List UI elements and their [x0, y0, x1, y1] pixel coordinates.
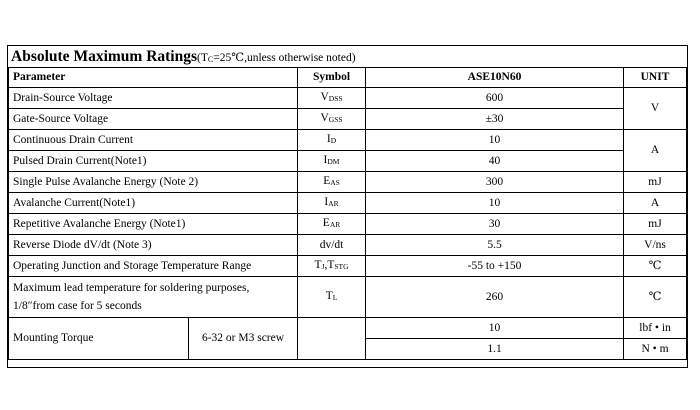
parameter-cell: Mounting Torque	[9, 318, 189, 360]
table-row	[9, 88, 687, 109]
parameter-cell: Reverse Diode dV/dt (Note 3)	[9, 235, 298, 256]
table-row	[9, 130, 687, 151]
table-row	[9, 277, 687, 318]
parameter-cell: Operating Junction and Storage Temperature Range	[9, 256, 298, 277]
value-cell: 5.5	[366, 235, 624, 256]
symbol-cell	[298, 318, 366, 360]
symbol-cell: $E_{AS}$	[298, 172, 366, 193]
ratings-grid	[8, 67, 687, 360]
parameter-cell: Single Pulse Avalanche Energy (Note 2)	[9, 172, 298, 193]
value-cell: 260	[366, 277, 624, 318]
value-cell: 10	[366, 193, 624, 214]
unit-cell: mJ	[624, 172, 687, 193]
header-symbol: Symbol	[298, 68, 366, 88]
table-row	[9, 235, 687, 256]
symbol-cell: $V_{DSS}$	[298, 88, 366, 109]
value-cell: 300	[366, 172, 624, 193]
parameter-cell: Avalanche Current(Note1)	[9, 193, 298, 214]
table-conditions: ($T_C=25℃,unless$ otherwise noted)	[197, 52, 356, 64]
table-row	[9, 214, 687, 235]
unit-cell: A	[624, 193, 687, 214]
parameter-cell: Continuous Drain Current	[9, 130, 298, 151]
unit-cell: ℃	[624, 277, 687, 318]
value-cell: 600	[366, 88, 624, 109]
header-parameter: Parameter	[9, 68, 298, 88]
symbol-cell: $I_{DM}$	[298, 151, 366, 172]
unit-cell: A	[624, 130, 687, 172]
unit-cell: V/ns	[624, 235, 687, 256]
symbol-cell: dv/dt	[298, 235, 366, 256]
parameter-cell: Pulsed Drain Current(Note1)	[9, 151, 298, 172]
table-row	[9, 193, 687, 214]
parameter-cell: Gate-Source Voltage	[9, 109, 298, 130]
symbol-cell: $V_{GSS}$	[298, 109, 366, 130]
value-cell: -55 to +150	[366, 256, 624, 277]
header-row	[9, 68, 687, 88]
value-cell: ±30	[366, 109, 624, 130]
symbol-cell: $T_L$	[298, 277, 366, 318]
parameter-cell: Maximum lead temperature for soldering purposes, 1/8″from case for 5 seconds	[9, 277, 298, 318]
table-row	[9, 109, 687, 130]
table-title: Absolute Maximum Ratings	[11, 48, 198, 65]
parameter-cell: Repetitive Avalanche Energy (Note1)	[9, 214, 298, 235]
unit-cell: ℃	[624, 256, 687, 277]
table-title-row	[8, 46, 687, 68]
table-row	[9, 172, 687, 193]
unit-cell: V	[624, 88, 687, 130]
symbol-cell: $I_D$	[298, 130, 366, 151]
unit-cell: lbf • in	[624, 318, 687, 339]
value-cell: 40	[366, 151, 624, 172]
table-row	[9, 151, 687, 172]
absolute-maximum-ratings-table	[7, 45, 688, 368]
header-unit: UNIT	[624, 68, 687, 88]
symbol-cell: $I_{AR}$	[298, 193, 366, 214]
value-cell: 30	[366, 214, 624, 235]
condition-cell: 6-32 or M3 screw	[189, 318, 298, 360]
symbol-cell: $T_J,T_{STG}$	[298, 256, 366, 277]
table-row	[9, 256, 687, 277]
mounting-torque-row	[9, 318, 687, 339]
value-cell: 1.1	[366, 339, 624, 360]
unit-cell: mJ	[624, 214, 687, 235]
unit-cell: N • m	[624, 339, 687, 360]
value-cell: 10	[366, 318, 624, 339]
header-part-number: ASE10N60	[366, 68, 624, 88]
parameter-cell: Drain-Source Voltage	[9, 88, 298, 109]
symbol-cell: $E_{AR}$	[298, 214, 366, 235]
value-cell: 10	[366, 130, 624, 151]
